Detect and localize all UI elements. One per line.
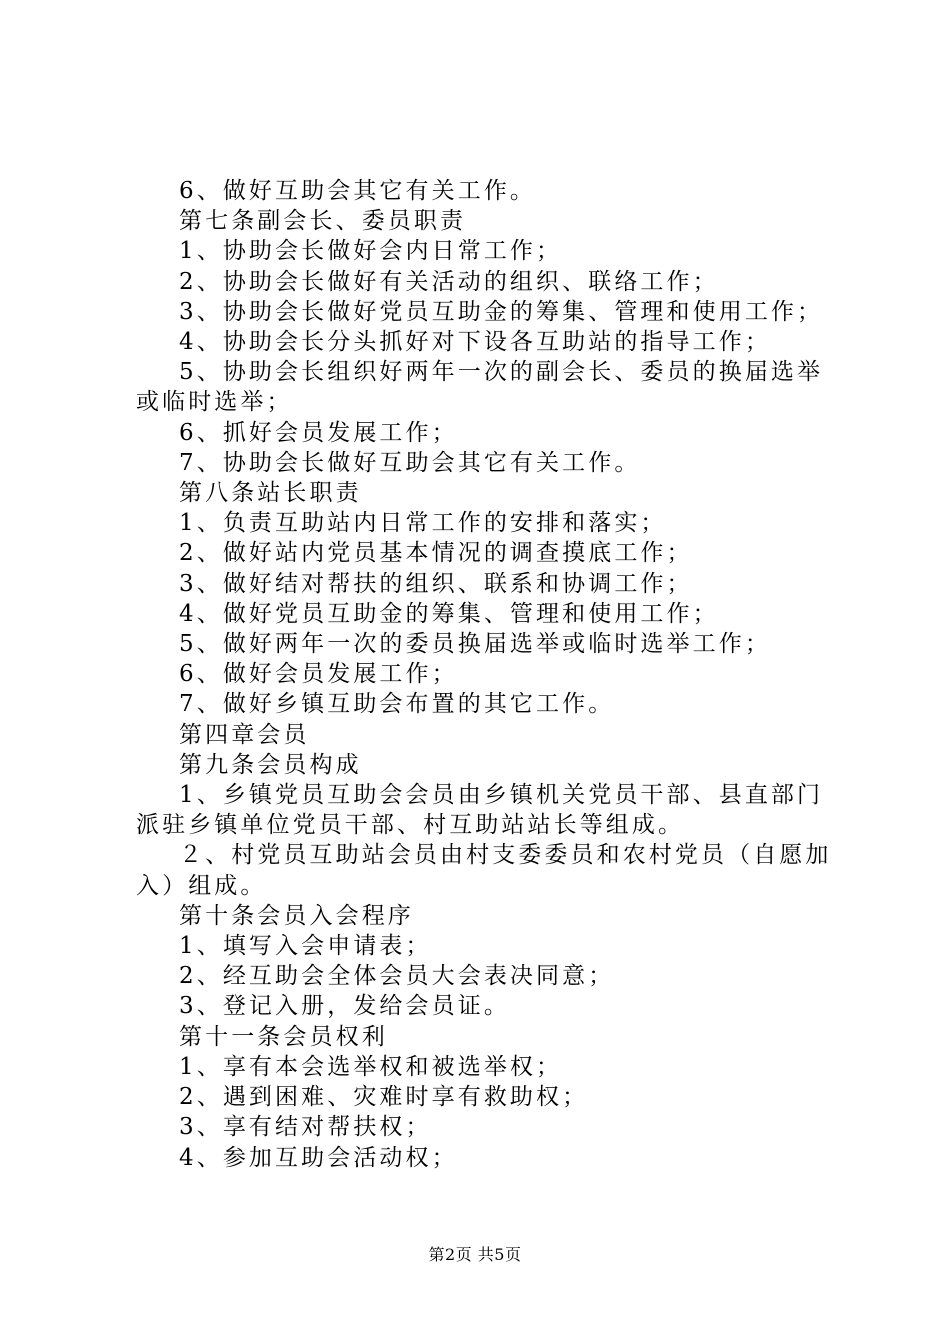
paragraph-item-7: 7、协助会长做好互助会其它有关工作。 xyxy=(179,449,641,476)
chapter-4-heading: 第四章会员 xyxy=(179,721,310,748)
paragraph-item-3: 3、做好结对帮扶的组织、联系和协调工作； xyxy=(179,570,693,597)
paragraph-item-2: 2、做好站内党员基本情况的调查摸底工作； xyxy=(179,540,693,567)
paragraph-item-1: 1、协助会长做好会内日常工作； xyxy=(179,238,563,265)
paragraph-item-3: 3、登记入册，发给会员证。 xyxy=(179,993,510,1020)
paragraph-item-6: 6、做好互助会其它有关工作。 xyxy=(179,178,537,204)
article-8-heading: 第八条站长职责 xyxy=(179,480,362,507)
article-9-heading: 第九条会员构成 xyxy=(179,751,362,778)
paragraph-item-5: 5、协助会长组织好两年一次的副会长、委员的换届选举或临时选举； xyxy=(136,359,824,416)
paragraph-item-4: 4、协助会长分头抓好对下设各互助站的指导工作； xyxy=(179,329,771,356)
article-10-heading: 第十条会员入会程序 xyxy=(179,902,414,929)
paragraph-item-2: ２、村党员互助站会员由村支委委员和农村党员（自愿加入）组成。 xyxy=(136,842,832,899)
paragraph-item-3: 3、协助会长做好党员互助金的筹集、管理和使用工作； xyxy=(179,298,824,325)
document-body xyxy=(136,176,836,1173)
paragraph-item-4: 4、做好党员互助金的筹集、管理和使用工作； xyxy=(179,600,719,627)
paragraph-item-6: 6、做好会员发展工作； xyxy=(179,661,458,688)
paragraph-item-2: 2、经互助会全体会员大会表决同意； xyxy=(179,963,615,990)
paragraph-item-4: 4、参加互助会活动权； xyxy=(179,1144,458,1171)
paragraph-item-1: 1、填写入会申请表； xyxy=(179,933,432,960)
paragraph-item-3: 3、享有结对帮扶权； xyxy=(179,1114,432,1141)
paragraph-item-2: 2、协助会长做好有关活动的组织、联络工作； xyxy=(179,268,719,295)
paragraph-item-5: 5、做好两年一次的委员换届选举或临时选举工作； xyxy=(179,631,771,658)
paragraph-item-7: 7、做好乡镇互助会布置的其它工作。 xyxy=(179,691,615,718)
paragraph-item-1: 1、享有本会选举权和被选举权； xyxy=(179,1053,563,1080)
paragraph-item-1: 1、乡镇党员互助会会员由乡镇机关党员干部、县直部门派驻乡镇单位党员干部、村互助站站长等组成。 xyxy=(136,782,824,839)
paragraph-item-1: 1、负责互助站内日常工作的安排和落实； xyxy=(179,510,667,537)
article-7-heading: 第七条副会长、委员职责 xyxy=(179,208,467,235)
page-number-footer: 第2页 共5页 xyxy=(428,1245,522,1264)
paragraph-item-2: 2、遇到困难、灾难时享有救助权； xyxy=(179,1084,589,1111)
article-11-heading: 第十一条会员权利 xyxy=(179,1023,388,1050)
paragraph-item-6: 6、抓好会员发展工作； xyxy=(179,419,458,446)
